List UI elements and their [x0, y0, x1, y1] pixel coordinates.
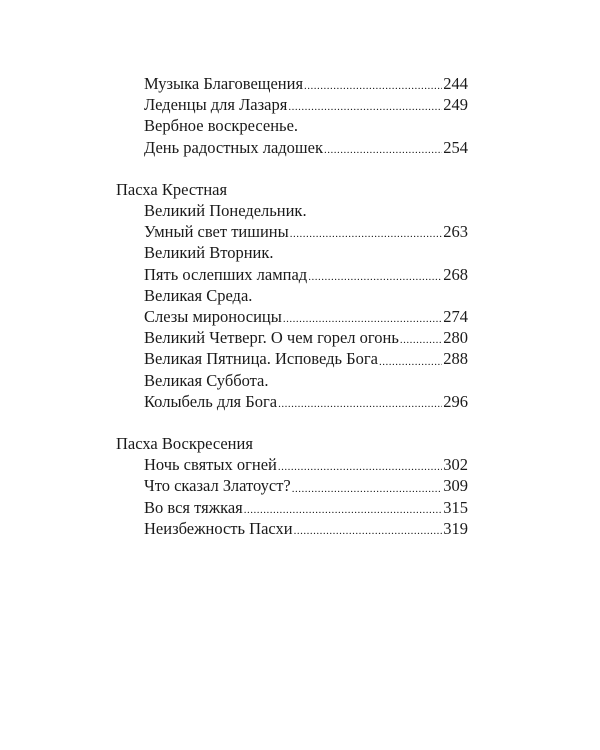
toc-entry-title: Великая Пятница. Исповедь Бога	[144, 349, 378, 369]
toc-entry-title: Великая Среда.	[144, 285, 253, 305]
toc-entry-title: Музыка Благовещения	[144, 74, 304, 93]
toc-entry-title: Ночь святых огней	[144, 455, 277, 475]
dot-leader	[278, 459, 442, 475]
dot-leader	[292, 481, 442, 497]
dot-leader	[278, 396, 442, 412]
section-title: Пасха Крестная	[116, 179, 228, 199]
toc-page-number: 268	[443, 264, 468, 284]
dot-leader	[290, 226, 443, 242]
toc-page-number: 244	[443, 74, 468, 93]
toc-entry-title: Леденцы для Лазаря	[144, 95, 288, 115]
toc-entry	[144, 115, 468, 136]
toc-entry	[144, 73, 468, 94]
toc-entry	[144, 518, 468, 539]
toc-entry-title: Неизбежность Пасхи	[144, 518, 293, 538]
toc-page-number: 274	[443, 307, 468, 327]
dot-leader	[244, 502, 442, 518]
dot-leader	[283, 311, 442, 327]
toc-page-number: 302	[443, 455, 468, 475]
toc-entry-title: Великий Четверг. О чем горел огонь	[144, 328, 399, 348]
toc-entry	[144, 264, 468, 285]
toc-entry	[144, 348, 468, 369]
toc-entry-title: Великий Вторник.	[144, 243, 274, 263]
toc-entry-title: Вербное воскресенье.	[144, 116, 299, 136]
toc-entry-title: Великая Суббота.	[144, 370, 269, 390]
toc-page-number: 263	[443, 222, 468, 242]
dot-leader	[308, 269, 442, 285]
toc-entry	[144, 370, 468, 391]
toc-entry	[144, 137, 468, 158]
toc-page-number: 296	[443, 391, 468, 411]
toc-entry	[144, 200, 468, 221]
toc-entry	[144, 242, 468, 263]
dot-leader	[288, 99, 442, 115]
dot-leader	[304, 78, 442, 94]
toc-page-number: 288	[443, 349, 468, 369]
dot-leader	[294, 523, 443, 539]
dot-leader	[324, 142, 442, 158]
section-gap	[116, 158, 468, 179]
toc-entry-title: Во вся тяжкая	[144, 497, 243, 517]
toc-page-number: 254	[443, 137, 468, 157]
toc-page-number: 249	[443, 95, 468, 115]
toc-page-number: 315	[443, 497, 468, 517]
section-title: Пасха Воскресения	[116, 434, 253, 454]
toc-entry-title: Пять ослепших лампад	[144, 264, 308, 284]
toc-entry-title: День радостных ладошек	[144, 137, 323, 157]
toc-entry	[144, 454, 468, 475]
toc-entry	[144, 94, 468, 115]
dot-leader	[400, 332, 442, 348]
toc-page-number: 280	[443, 328, 468, 348]
toc-entry	[144, 391, 468, 412]
toc-entry-title: Что сказал Златоуст?	[144, 476, 291, 496]
toc-entry	[144, 306, 468, 327]
toc-entry	[144, 327, 468, 348]
toc-entry-title: Слезы мироносицы	[144, 307, 282, 327]
toc-entry	[144, 285, 468, 306]
toc-entry-title: Умный свет тишины	[144, 222, 289, 242]
toc-entry	[144, 497, 468, 518]
toc-entry	[144, 221, 468, 242]
toc-entry-title: Великий Понедельник.	[144, 201, 307, 221]
dot-leader	[379, 354, 442, 370]
toc-page-number: 309	[443, 476, 468, 496]
toc-entry	[144, 475, 468, 496]
toc-page-number: 319	[443, 518, 468, 538]
table-of-contents	[116, 73, 468, 539]
section-gap	[116, 412, 468, 433]
toc-entry-title: Колыбель для Бога	[144, 391, 278, 411]
